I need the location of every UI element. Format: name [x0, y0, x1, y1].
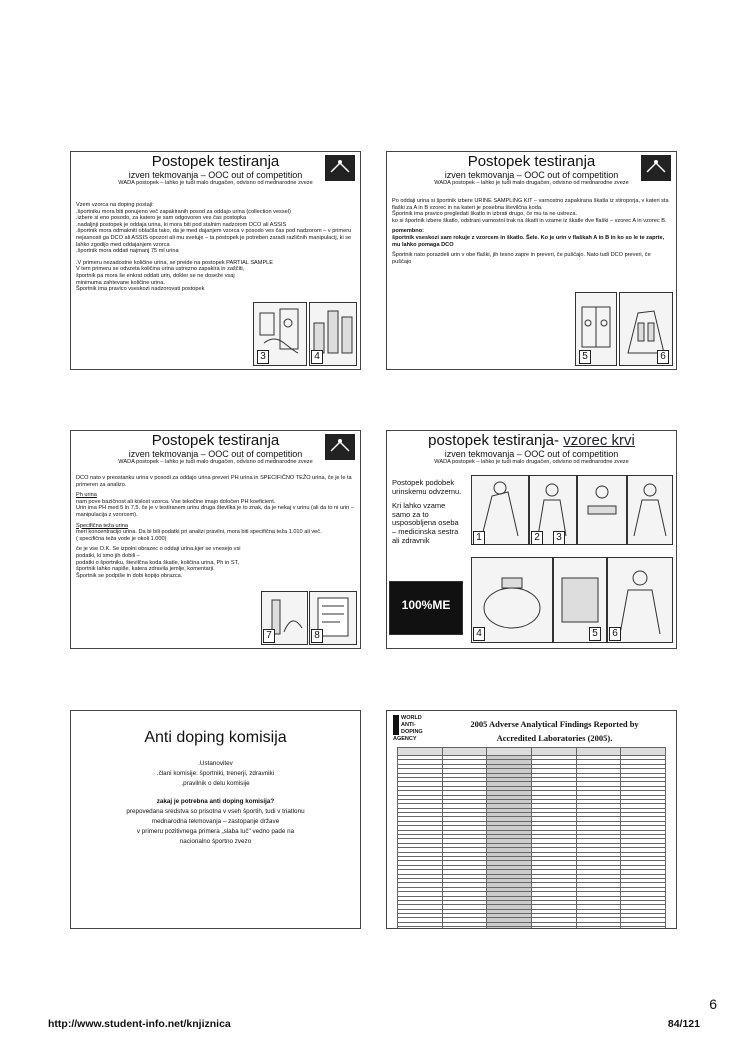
step-number: 6 [657, 350, 669, 364]
slide-subtitle: izven tekmovanja – OOC out of competition [444, 449, 619, 459]
slide-title: Postopek testiranja [467, 153, 596, 170]
wada-logo-icon [393, 715, 399, 735]
slide-title: Anti doping komisija [144, 729, 287, 746]
paragraph: Športnik ima pravico pregledati škatlo in izbrati drugo, če mu ta ne ustreza. [392, 211, 577, 218]
table-header-cell [531, 748, 576, 756]
paragraph: Kri lahko vzame samo za to usposobljena oseba – medicinska sestra ali zdravnik [392, 501, 459, 545]
slide-title: Postopek testiranja [151, 432, 280, 449]
table-header-cell [576, 748, 621, 756]
step-number: 3 [257, 350, 269, 364]
paragraph: če je vse O.K. Se izpolni obrazec o oddaji urina,kjer se vnesejo vsi podatki, ki smo jih dobili – [76, 546, 241, 559]
paragraph: meri koncentracijo urina. Da bi bili podatki pri analizi pravilni, mora biti specifična teža 1.010 ali več. [76, 529, 322, 536]
text-line: prepovedana sredstva so prisotna v vseh športih, tudi v triatlonu [126, 808, 305, 815]
step-number: 8 [311, 629, 323, 643]
text-line: .Ustanovitev [198, 760, 233, 767]
paragraph: podatki o športniku, številčna koda škatle, količina urina, Ph in ST, športnik lahko napiše, katera zdravila jemlje, komentarji. [76, 559, 239, 573]
slide-urine-sampling-2 [386, 151, 677, 370]
table-header-cell [398, 748, 443, 756]
table-header-row [398, 748, 666, 756]
wada-logo-text: WORLD [401, 715, 422, 721]
slide-header [387, 431, 676, 469]
text-line: .nadaljnji postopek je oddaja urina, ki mora biti pod stalnim nadzorom DCO ali ASSIS [76, 221, 287, 228]
text-line: .izbere si eno posodo, za katero je sam odgovoren ves čas postopka [76, 215, 247, 222]
slide-title: Postopek testiranja [151, 153, 280, 170]
report-title [437, 717, 672, 745]
step-number: 1 [473, 531, 485, 545]
slide-blood-sampling [386, 430, 677, 649]
slide-header [387, 152, 676, 190]
table-cell [531, 927, 576, 929]
uli-sport-logo-icon [641, 155, 671, 181]
slide-title-underlined: vzorec krvi [563, 432, 635, 449]
table-cell [487, 927, 532, 929]
wada-logo [393, 715, 433, 743]
slide-urine-sampling-1 [70, 151, 361, 370]
slide-title [387, 431, 676, 449]
paragraph: nam pove bazičnost ali kislost vzorca. Vse tekočine imajo določen PH koeficient. [76, 498, 276, 505]
text-line: V tem primeru se odvzeta količina urina ustrezno zapakira in zaščiti, športnik pa mora še enkrat oddati urin, dokler se ne doseže vsaj minimuma zahtevane količine urina. [76, 266, 245, 286]
slide-title-plain: postopek testiranja- [428, 432, 564, 449]
slide-wada-report [386, 710, 677, 929]
table-header-cell [442, 748, 487, 756]
table-cell [442, 927, 487, 929]
slide-header [71, 152, 360, 190]
paragraph: Športnik nato porazdeli urin v obe flaški, jih tesno zapre in preveri, če puščajo. Nato tudi DCO preveri, če puščajo [392, 252, 651, 265]
badge-text: 100%ME [401, 598, 451, 612]
paragraph: Urin ima PH med 5 in 7,5. če je v testiranem urinu druga številka je to znak, da je nekaj v urinu (ali da to ni urin – manipulacija z vzorcem). [76, 505, 354, 518]
text-line: mednarodna tekmovanja – zastopanje države [151, 818, 280, 825]
slide-anti-doping-commission [70, 710, 361, 929]
uli-sport-logo-icon [325, 155, 355, 181]
findings-table [397, 747, 666, 929]
paragraph: Po oddaji urina si športnik izbere URINE SAMPLING KIT – varnostno zapakirana škatla iz stiroporja, v kateri sta flaški za A in B vzorec in na kateri je posebna številčna koda. [392, 198, 669, 211]
slide-urine-analysis [70, 430, 361, 649]
text-line: .športniku mora biti ponujeno več zapakiranih posod za oddajo urina (collection vessel) [76, 208, 291, 215]
slide-subnote: WADA postopek – lahko je tudi malo drugačen, odvisno od mednarodne zveze [434, 180, 629, 186]
section-heading: Specifična teža urina [76, 522, 128, 529]
text-line: v primeru pozitivnega primera „slaba luč" vedno pade na [136, 828, 295, 835]
slide-subnote: WADA postopek – lahko je tudi malo drugačen, odvisno od mednarodne zveze [118, 459, 313, 465]
wada-logo-text: AGENCY [393, 736, 417, 742]
text-line: nacionalno športno zvezo [179, 838, 252, 845]
step-number: 4 [311, 350, 323, 364]
page-number: 6 [709, 996, 717, 1012]
text-line: .V primeru nezadostne količine urina, se preide na postopek PARTIAL SAMPLE [76, 259, 274, 266]
badge-100-me [389, 581, 463, 635]
uli-sport-logo-icon [325, 434, 355, 460]
slide-subnote: WADA postopek – lahko je tudi malo drugačen, odvisno od mednarodne zveze [118, 180, 313, 186]
step-number: 4 [473, 627, 485, 641]
question-line: zakaj je potrebna anti doping komisija? [156, 798, 275, 805]
page-counter: 84/121 [667, 1018, 700, 1030]
paragraph-important: športnik vseskozi sam rokuje z vzorcem in škatlo. Šele. Ko je urin v flaškah A in B in ko so le te zaprte, mu lahko pomaga DCO [392, 234, 665, 248]
illustration-blood-step-3 [577, 475, 627, 545]
step-number: 7 [263, 629, 275, 643]
table-header-cell [621, 748, 666, 756]
paragraph: Športnik se podpiše in dobi kopijo obrazca. [76, 572, 183, 579]
table-header-cell [487, 748, 532, 756]
slide-body [392, 198, 671, 269]
paragraph: ko si športnik izbere škatlo, odstrani varnostni trak na škatli in vzame iz škatle dve flaški – vzorec A in vzorec B. [392, 217, 667, 224]
step-number: 6 [609, 627, 621, 641]
report-title-line: Accredited Laboratories (2005). [496, 733, 613, 743]
step-number: 5 [589, 627, 601, 641]
slide-header [71, 431, 360, 469]
step-number: 3 [553, 531, 565, 545]
step-number: 5 [579, 350, 591, 364]
section-heading: Ph urina [76, 492, 97, 499]
slide-subnote: WADA postopek – lahko je tudi malo drugačen, odvisno od mednarodne zveze [434, 459, 629, 465]
wada-logo-text: ANTI-DOPING [401, 722, 423, 735]
slide-body [81, 759, 350, 847]
slide-body [392, 479, 464, 549]
step-number: 2 [531, 531, 543, 545]
paragraph: ( specifična teža vode je okoli 1.000) [76, 535, 167, 542]
slide-body [76, 202, 355, 293]
report-title-line: 2005 Adverse Analytical Findings Reported by [470, 719, 639, 729]
paragraph-label: pomembno: [392, 228, 425, 235]
text-line: .športnik mora odmakniti oblačila tako, da je med dajanjem vzorca v posodo ves čas pod nadzorom – v primeru nejasnosti ga DCO ali ASSIS opozori ali mu svetuje – ta postopek je potreben zaradi različnih manipulacij, ki se lahko zgodijo med oddajanjem vzorca [76, 228, 352, 248]
paragraph: DCO nato v preostanku urina v posodi za oddajo urina preveri PH urina in SPECIFIČNO TEŽO urina, če je le ta primeren za analizo. [76, 475, 352, 488]
text-line: Športnik ima pravico vseskozi nadzorovati postopek [76, 286, 205, 293]
text-line: Vzem vzorca na doping postaji: [76, 202, 154, 208]
slide-subtitle: izven tekmovanja – OOC out of competition [444, 170, 619, 180]
illustration-blood-step-4 [627, 475, 673, 545]
table-row [398, 927, 666, 929]
source-url[interactable]: http://www.student-info.net/knjiznica [48, 1018, 231, 1030]
slide-subtitle: izven tekmovanja – OOC out of competition [128, 449, 303, 459]
table-cell [398, 927, 443, 929]
slide-body [76, 475, 355, 579]
text-line: .pravilnik o delu komisije [181, 780, 250, 787]
text-line: .člani komisije: športniki, trenerji, zdravniki [156, 770, 275, 777]
table-cell [621, 927, 666, 929]
text-line: .športnik mora oddati najmanj 75 ml urina [76, 248, 179, 255]
table-cell [576, 927, 621, 929]
paragraph: Postopek podobek urinskemu odvzemu. [392, 478, 462, 496]
slide-subtitle: izven tekmovanja – OOC out of competition [128, 170, 303, 180]
